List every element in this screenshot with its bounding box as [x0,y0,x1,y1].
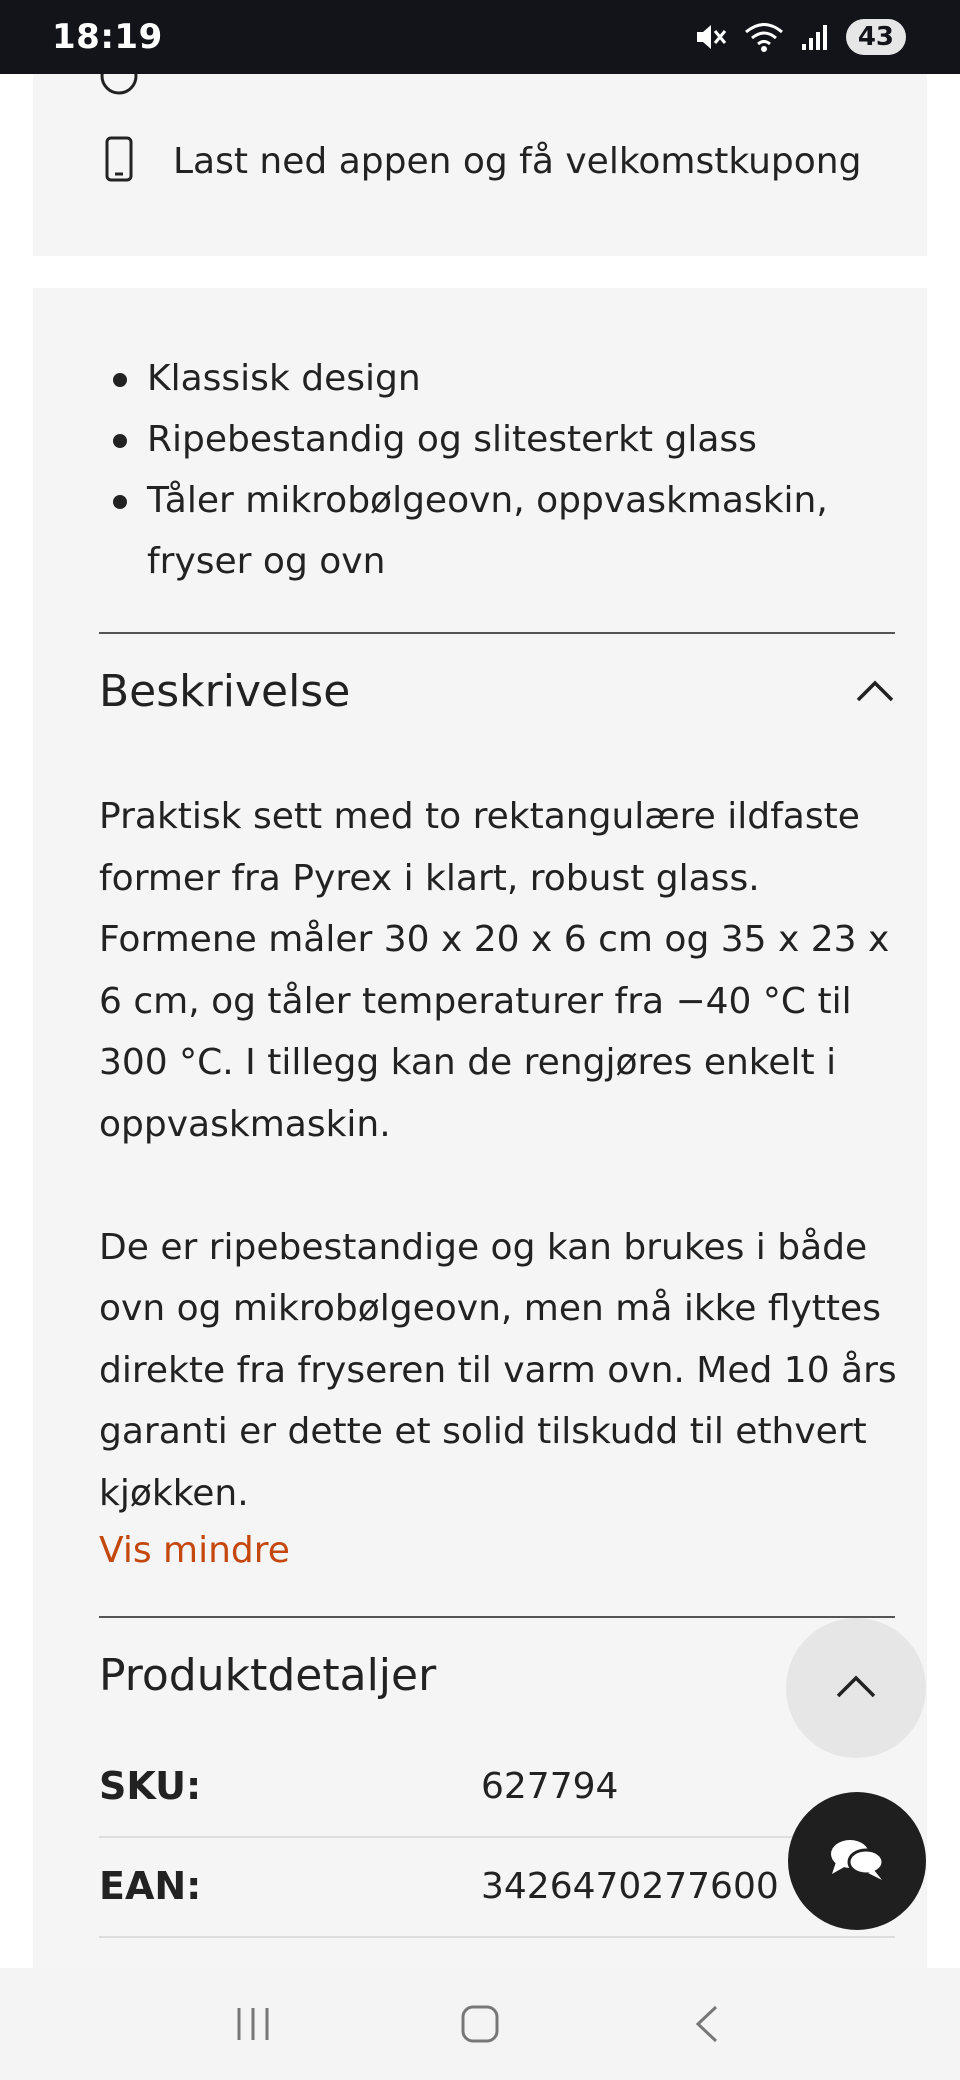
back-icon[interactable] [667,1984,747,2064]
description-header[interactable] [99,666,895,717]
status-icons [694,19,906,55]
wifi-icon [744,21,784,53]
detail-key: EAN: [99,1864,202,1908]
status-time: 18:19 [52,17,163,57]
perk-item-label: Last ned appen og få velkomstkupong [173,140,862,182]
battery-indicator: 43 [846,19,906,55]
detail-value: 3426470277600 [481,1866,779,1907]
detail-row-ean [99,1838,895,1938]
perk-item-app[interactable] [105,136,861,186]
recent-apps-icon[interactable] [213,1984,293,2064]
home-icon[interactable] [440,1984,520,2064]
detail-row-sku [99,1738,895,1838]
system-nav-bar [0,1968,960,2080]
mute-icon [694,21,728,53]
description-paragraph: Praktisk sett med to rektangulære ildfaste former fra Pyrex i klart, robust glass. Formene måler 30 x 20 x 6 cm og 35 x 23 x 6 cm, og tåler temperaturer fra −40 °C til 300 °C. I tillegg kan de rengjøres enkelt i oppvaskmaskin. [99,796,890,1145]
highlight-item: Tåler mikrobølgeovn, oppvaskmaskin, fryser og ovn [109,470,869,592]
perks-card [33,74,927,256]
detail-value: 627794 [481,1766,619,1807]
show-less-link[interactable]: Vis mindre [99,1530,290,1571]
status-bar [0,0,960,74]
signal-icon [800,22,830,52]
highlight-item: Ripebestandig og slitesterkt glass [109,409,869,470]
highlight-item: Klassisk design [109,348,869,409]
highlights-list [109,348,869,592]
product-details-header[interactable] [99,1650,895,1701]
chat-button[interactable] [788,1792,926,1930]
divider [99,1616,895,1618]
description-paragraph: De er ripebestandige og kan brukes i både ovn og mikrobølgeovn, men må ikke flyttes direkte fra fryseren til varm ovn. Med 10 års garanti er dette et solid tilskudd til ethvert kjøkken. [99,1226,897,1514]
description-title: Beskrivelse [99,666,351,717]
scroll-to-top-button[interactable] [786,1618,926,1758]
description-body [99,786,899,1524]
product-details-title: Produktdetaljer [99,1650,437,1701]
divider [99,632,895,634]
chevron-up-icon [835,1673,877,1703]
smartphone-icon [105,136,133,186]
detail-key: SKU: [99,1764,202,1808]
chat-bubbles-icon [828,1836,886,1886]
chevron-up-icon[interactable] [855,677,895,707]
